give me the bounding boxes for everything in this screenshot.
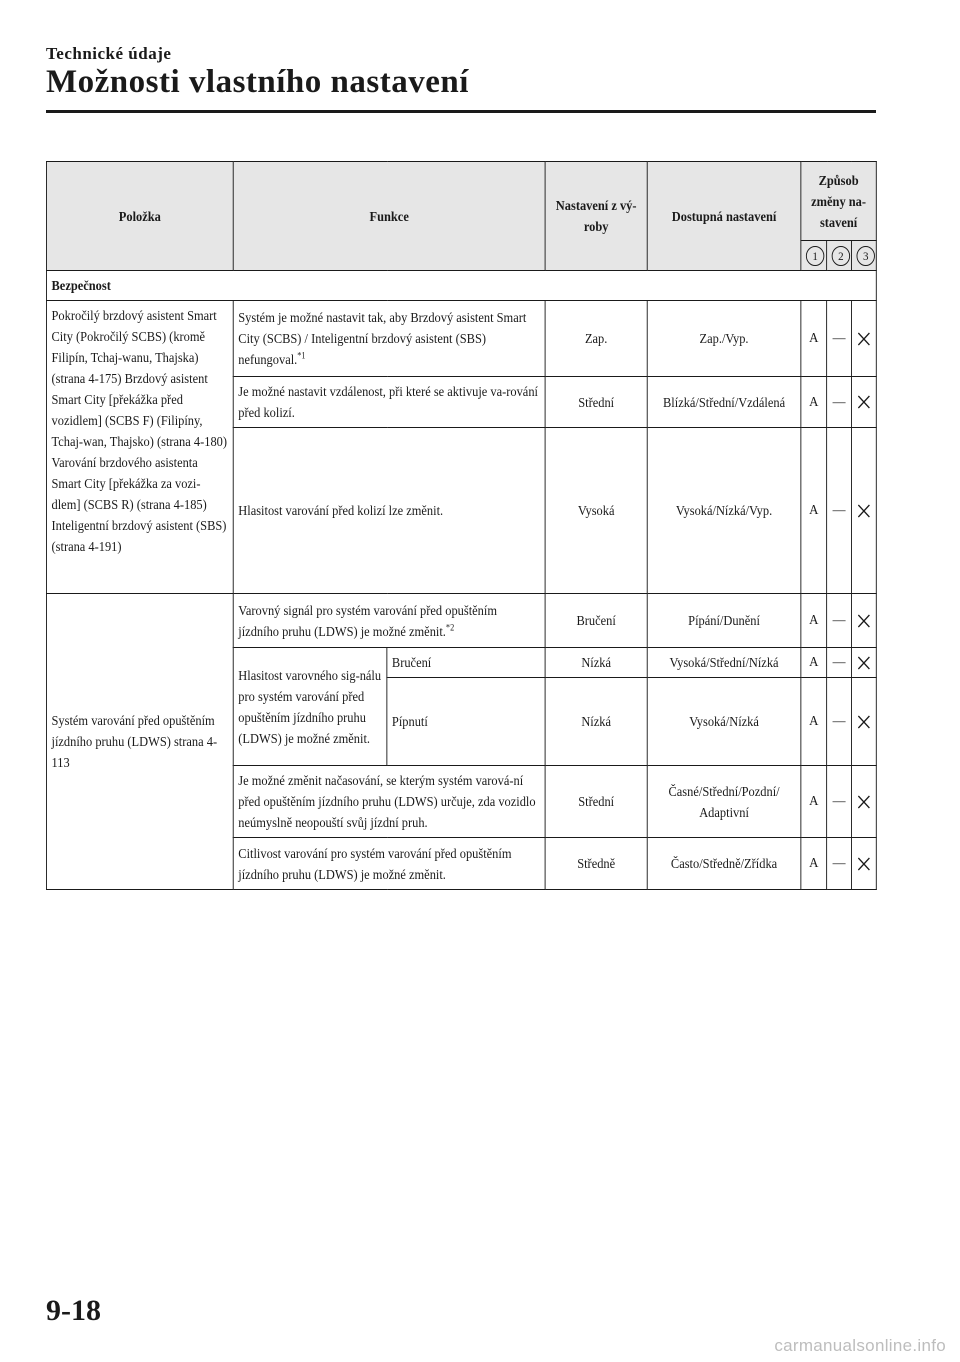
method-dash: —: [827, 428, 852, 594]
method-dash: —: [827, 594, 852, 648]
available-cell: Blízká/Střední/Vzdálená: [647, 377, 801, 428]
method-dash: —: [827, 678, 852, 766]
available-cell: Zap./Vyp.: [647, 301, 801, 377]
factory-cell: Bručení: [545, 594, 647, 648]
header-available: Dostupná nastavení: [647, 162, 801, 271]
available-cell: Vysoká/Nízká: [647, 678, 801, 766]
available-cell: Pípání/Dunění: [647, 594, 801, 648]
method-dash: —: [827, 766, 852, 838]
item-cell: Pokročilý brzdový asistent Smart City (Pokročilý SCBS) (kromě Filipín, Tchaj-wanu, Thajska) (strana 4-175) Brzdový asistent Smart City [překážka před vozidlem] (SCBS F) (Filipíny, Tchaj-wan, Thajsko) (strana 4-180) Varování brzdového asistenta Smart City [překážka za vozi-dlem] (SCBS R) (strana 4-185) Inteligentní brzdový asistent (SBS) (strana 4-191): [46, 301, 233, 594]
function-cell: Je možné nastavit vzdálenost, při které se aktivuje va-rování před kolizí.: [233, 377, 545, 428]
cross-icon: [851, 301, 876, 377]
method-a: A: [801, 648, 827, 678]
title-rule: [46, 110, 876, 113]
method-dash: —: [827, 838, 852, 890]
settings-table: [46, 161, 877, 890]
page-title: Možnosti vlastního nastavení: [46, 64, 469, 100]
watermark: carmanualsonline.info: [774, 1336, 946, 1355]
available-cell: Často/Středně/Zřídka: [647, 838, 801, 890]
cross-icon: [851, 766, 876, 838]
function-cell: Systém je možné nastavit tak, aby Brzdový asistent Smart City (SCBS) / Inteligentní brzdový asistent (SBS) nefungoval.$^{*1}$: [233, 301, 545, 377]
method-a: A: [801, 594, 827, 648]
cross-icon: [851, 428, 876, 594]
header-item: Položka: [46, 162, 233, 271]
method-a: A: [801, 678, 827, 766]
sub-option-cell: Bručení: [387, 648, 545, 678]
function-cell: Varovný signál pro systém varování před opuštěním jízdního pruhu (LDWS) je možné změnit.$^{*2}$: [233, 594, 545, 648]
available-cell: Časné/Střední/Pozdní/ Adaptivní: [647, 766, 801, 838]
available-cell: Vysoká/Nízká/Vyp.: [647, 428, 801, 594]
section-label: Technické údaje: [46, 44, 172, 63]
header-function: Funkce: [233, 162, 545, 271]
item-cell: Systém varování před opuštěním jízdního pruhu (LDWS) strana 4-113: [46, 594, 233, 890]
volume-label-cell: Hlasitost varovného sig-nálu pro systém varování před opuštěním jízdního pruhu (LDWS) je možné změnit.: [233, 648, 387, 766]
function-cell: Citlivost varování pro systém varování před opuštěním jízdního pruhu (LDWS) je možné změnit.: [233, 838, 545, 890]
cross-icon: [851, 648, 876, 678]
factory-cell: Středně: [545, 838, 647, 890]
method-dash: —: [827, 648, 852, 678]
factory-cell: Nízká: [545, 678, 647, 766]
method-a: A: [801, 301, 827, 377]
cross-icon: [851, 678, 876, 766]
factory-cell: Vysoká: [545, 428, 647, 594]
cross-icon: [851, 838, 876, 890]
table-row: [46, 301, 876, 377]
method-number-2: 2: [827, 241, 852, 271]
function-cell: Je možné změnit načasování, se kterým systém varová-ní před opuštěním jízdního pruhu (LDWS) určuje, zda vozidlo neúmyslně neopouští svůj jízdní pruh.: [233, 766, 545, 838]
method-a: A: [801, 766, 827, 838]
section-row: [46, 271, 876, 301]
available-cell: Vysoká/Střední/Nízká: [647, 648, 801, 678]
factory-cell: Střední: [545, 377, 647, 428]
factory-cell: Střední: [545, 766, 647, 838]
factory-cell: Nízká: [545, 648, 647, 678]
method-number-3: 3: [851, 241, 876, 271]
cross-icon: [851, 377, 876, 428]
section-title: Bezpečnost: [46, 271, 876, 301]
header-method: Způsob změny na-stavení: [801, 162, 876, 241]
method-a: A: [801, 428, 827, 594]
method-dash: —: [827, 377, 852, 428]
method-number-1: 1: [801, 241, 827, 271]
factory-cell: Zap.: [545, 301, 647, 377]
cross-icon: [851, 594, 876, 648]
sub-option-cell: Pípnutí: [387, 678, 545, 766]
method-dash: —: [827, 301, 852, 377]
method-a: A: [801, 377, 827, 428]
page-number: 9-18: [46, 1294, 101, 1327]
method-a: A: [801, 838, 827, 890]
function-cell: Hlasitost varování před kolizí lze změnit.: [233, 428, 545, 594]
header-factory: Nastavení z vý-roby: [545, 162, 647, 271]
table-row: [46, 594, 876, 648]
